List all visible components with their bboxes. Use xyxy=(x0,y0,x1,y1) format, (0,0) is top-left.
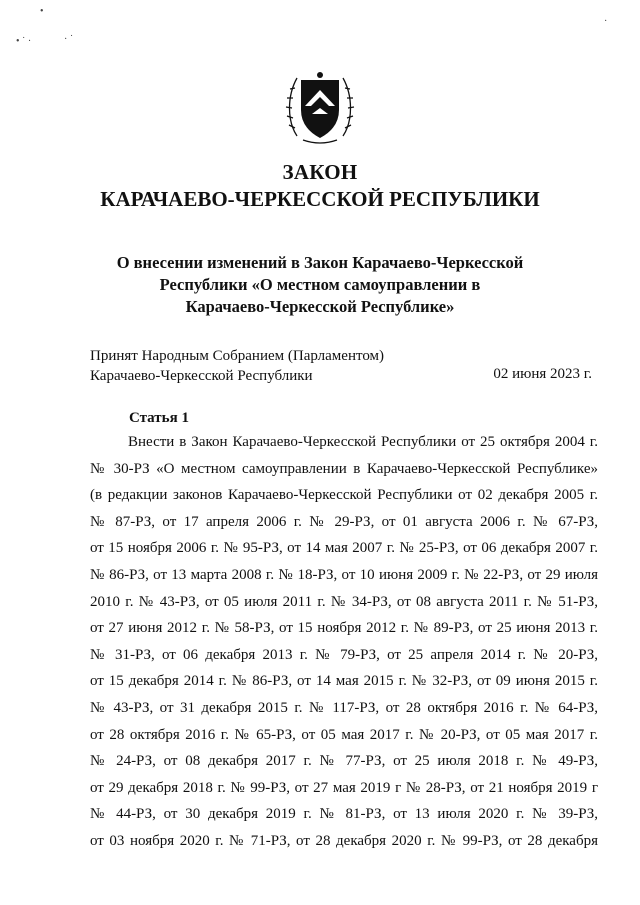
adopted-by-line: Принят Народным Собранием (Парламентом) xyxy=(90,348,385,364)
body-line: 2010 г. № 43-РЗ, от 05 июля 2011 г. № 34-РЗ, от 08 августа 2011 г. № 51-РЗ, xyxy=(90,593,598,610)
law-subtitle xyxy=(100,252,540,318)
republic-title: КАРАЧАЕВО-ЧЕРКЕССКОЙ РЕСПУБЛИКИ xyxy=(100,187,540,211)
body-line: от 15 ноября 2006 г. № 95-РЗ, от 14 мая 2007 г. № 25-РЗ, от 06 декабря 2007 г. xyxy=(90,540,598,557)
body-line: от 15 декабря 2014 г. № 86-РЗ, от 14 мая 2015 г. № 32-РЗ, от 09 июня 2015 г. xyxy=(90,673,598,690)
body-line: № 30-РЗ «О местном самоуправлении в Карачаево-Черкесской Республике» xyxy=(90,460,598,477)
body-line: от 27 июня 2012 г. № 58-РЗ, от 15 ноября 2012 г. № 89-РЗ, от 25 июня 2013 г. xyxy=(90,620,598,637)
body-line: Внести в Закон Карачаево-Черкесской Республики от 25 октября 2004 г. xyxy=(128,434,598,450)
scan-mark: • ˙ · xyxy=(16,36,32,47)
body-line: от 29 декабря 2018 г. № 99-РЗ, от 27 мая 2019 г № 28-РЗ, от 21 ноября 2019 г xyxy=(90,779,598,796)
body-line: № 44-РЗ, от 30 декабря 2019 г. № 81-РЗ, от 13 июля 2020 г. № 39-РЗ, xyxy=(90,806,598,823)
republic-emblem-icon xyxy=(283,66,357,146)
body-line: № 86-РЗ, от 13 марта 2008 г. № 18-РЗ, от 10 июня 2009 г. № 22-РЗ, от 29 июля xyxy=(90,566,598,583)
body-line: № 87-РЗ, от 17 апреля 2006 г. № 29-РЗ, от 01 августа 2006 г. № 67-РЗ, xyxy=(90,513,598,530)
subtitle-line: Республики «О местном самоуправлении в xyxy=(159,275,481,294)
scan-mark: • xyxy=(40,6,44,17)
body-line: от 03 ноября 2020 г. № 71-РЗ, от 28 декабря 2020 г. № 99-РЗ, от 28 декабря xyxy=(90,832,598,849)
scan-mark: · ˙ xyxy=(64,34,74,45)
body-line: № 24-РЗ, от 08 декабря 2017 г. № 77-РЗ, от 25 июля 2018 г. № 49-РЗ, xyxy=(90,753,598,770)
article-body xyxy=(90,429,598,855)
adopted-by-line: Карачаево-Черкесской Республики xyxy=(90,368,313,384)
body-line: от 28 октября 2016 г. № 65-РЗ, от 05 мая 2017 г. № 20-РЗ, от 05 мая 2017 г. xyxy=(90,726,598,743)
article-heading: Статья 1 xyxy=(129,410,189,426)
scan-mark: · xyxy=(604,16,608,27)
adoption-statement xyxy=(90,346,384,386)
adoption-date: 02 июня 2023 г. xyxy=(493,366,592,382)
subtitle-line: Карачаево-Черкесской Республике» xyxy=(185,297,455,316)
law-title: ЗАКОН xyxy=(282,160,358,184)
body-line: (в редакции законов Карачаево-Черкесской Республики от 02 декабря 2005 г. xyxy=(90,487,598,504)
body-line: № 31-РЗ, от 06 декабря 2013 г. № 79-РЗ, от 25 апреля 2014 г. № 20-РЗ, xyxy=(90,646,598,663)
body-line: № 43-РЗ, от 31 декабря 2015 г. № 117-РЗ, от 28 октября 2016 г. № 64-РЗ, xyxy=(90,699,598,716)
subtitle-line: О внесении изменений в Закон Карачаево-Черкесской xyxy=(116,253,524,272)
